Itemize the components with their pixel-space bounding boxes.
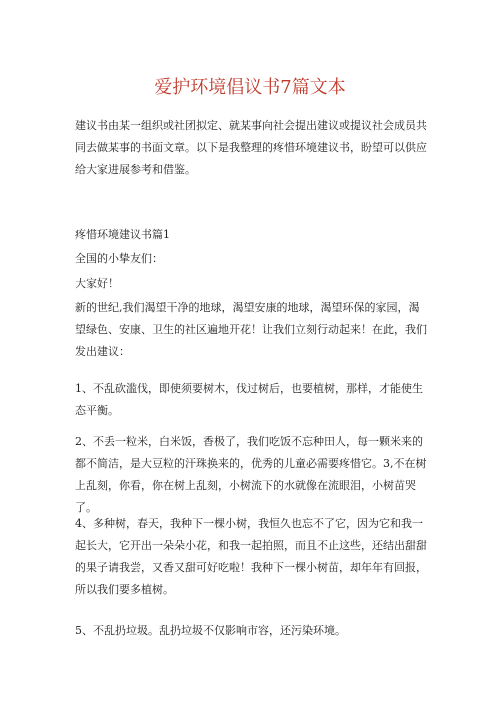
proposal-item-2: 2、不丢一粒米，白米饭，香极了，我们吃饭不忘种田人，每一颗米来的都不简洁，是大豆粒的汗珠换来的，优秀的儿童必需要疼惜它。3,不在树上乱刻，你看，你在树上乱刻，小树流下的水就像在流眼泪，小树苗哭了。 (75, 435, 427, 514)
page-title: 爱护环境倡议书7篇文本 (154, 77, 346, 98)
section-heading: 疼惜环境建议书篇1 (75, 228, 170, 241)
proposal-item-1: 1、不乱砍滥伐，即使须要树木，伐过树后，也要植树，那样，才能使生态平衡。 (75, 382, 423, 417)
proposal-item-4: 4、多种树，春天，我种下一棵小树，我恒久也忘不了它，因为它和我一起长大，它开出一朵朵小花，和我一起拍照，而且不止这些，还结出甜甜的果子请我尝，又香又甜可好吃啦！我种下一棵小树苗，却年年有回报，所以我们要多植树。 (75, 517, 427, 596)
greeting-line: 全国的小挚友们： (75, 252, 163, 265)
intro-paragraph: 建议书由某一组织或社团拟定、就某事向社会提出建议或提议社会成员共同去做某事的书面文章。以下是我整理的疼惜环境建议书，盼望可以供应给大家进展参考和借鉴。 (75, 119, 427, 176)
opening-paragraph: 新的世纪,我们渴望干净的地球，渴望安康的地球，渴望环保的家园，渴望绿色、安康、卫生的社区遍地开花！让我们立刻行动起来！在此，我们发出建议： (75, 301, 427, 358)
proposal-item-5: 5、不乱扔垃圾。乱扔垃圾不仅影响市容，还污染环境。 (75, 624, 346, 637)
hello-line: 大家好！ (75, 277, 119, 290)
